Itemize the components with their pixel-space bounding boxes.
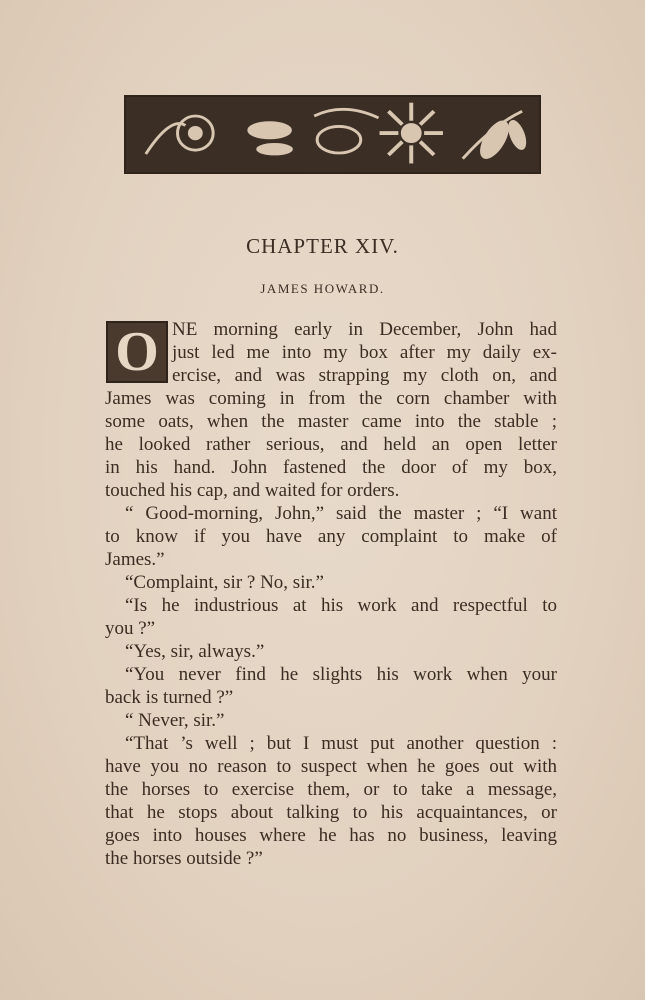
text-line: to know if you have any complaint to make of bbox=[105, 526, 557, 547]
floral-header-ornament bbox=[124, 95, 541, 174]
chapter-title: CHAPTER XIV. bbox=[246, 234, 399, 258]
paragraph bbox=[105, 709, 557, 732]
text-line: “Complaint, sir ? No, sir.” bbox=[125, 572, 324, 593]
paragraph bbox=[105, 594, 557, 640]
paragraph bbox=[105, 571, 557, 594]
text-line: “ Good-morning, John,” said the master ; “I want bbox=[125, 503, 557, 524]
paragraph bbox=[105, 732, 557, 870]
text-line: the horses to exercise them, or to take a message, bbox=[105, 779, 557, 800]
paragraph bbox=[105, 502, 557, 571]
paragraph bbox=[105, 318, 557, 502]
text-line: “That ’s well ; but I must put another question : bbox=[125, 733, 557, 754]
text-line: just led me into my box after my daily ex- bbox=[172, 342, 557, 363]
text-line: James was coming in from the corn chamber with bbox=[105, 388, 557, 409]
text-line: that he stops about talking to his acquaintances, or bbox=[105, 802, 557, 823]
text-line: in his hand. John fastened the door of my box, bbox=[105, 457, 557, 478]
paragraph bbox=[105, 663, 557, 709]
text-line: touched his cap, and waited for orders. bbox=[105, 480, 400, 501]
text-line: “Is he industrious at his work and respectful to bbox=[125, 595, 557, 616]
drop-cap-initial: O bbox=[106, 321, 168, 383]
text-line: James.” bbox=[105, 549, 165, 570]
text-line: “ Never, sir.” bbox=[125, 710, 225, 731]
text-line: “You never find he slights his work when your bbox=[125, 664, 557, 685]
text-line: he looked rather serious, and held an open letter bbox=[105, 434, 557, 455]
text-line: you ?” bbox=[105, 618, 156, 639]
text-line: some oats, when the master came into the stable ; bbox=[105, 411, 557, 432]
text-line: “Yes, sir, always.” bbox=[125, 641, 265, 662]
paragraph bbox=[105, 640, 557, 663]
text-line: the horses outside ?” bbox=[105, 848, 263, 869]
chapter-subtitle: JAMES HOWARD. bbox=[260, 281, 385, 296]
chapter-body-text bbox=[105, 318, 557, 870]
text-line: back is turned ?” bbox=[105, 687, 234, 708]
text-line: ercise, and was strapping my cloth on, and bbox=[172, 365, 557, 386]
text-line: NE morning early in December, John had bbox=[172, 319, 557, 340]
text-line: have you no reason to suspect when he goes out with bbox=[105, 756, 557, 777]
text-line: goes into houses where he has no business, leaving bbox=[105, 825, 557, 846]
